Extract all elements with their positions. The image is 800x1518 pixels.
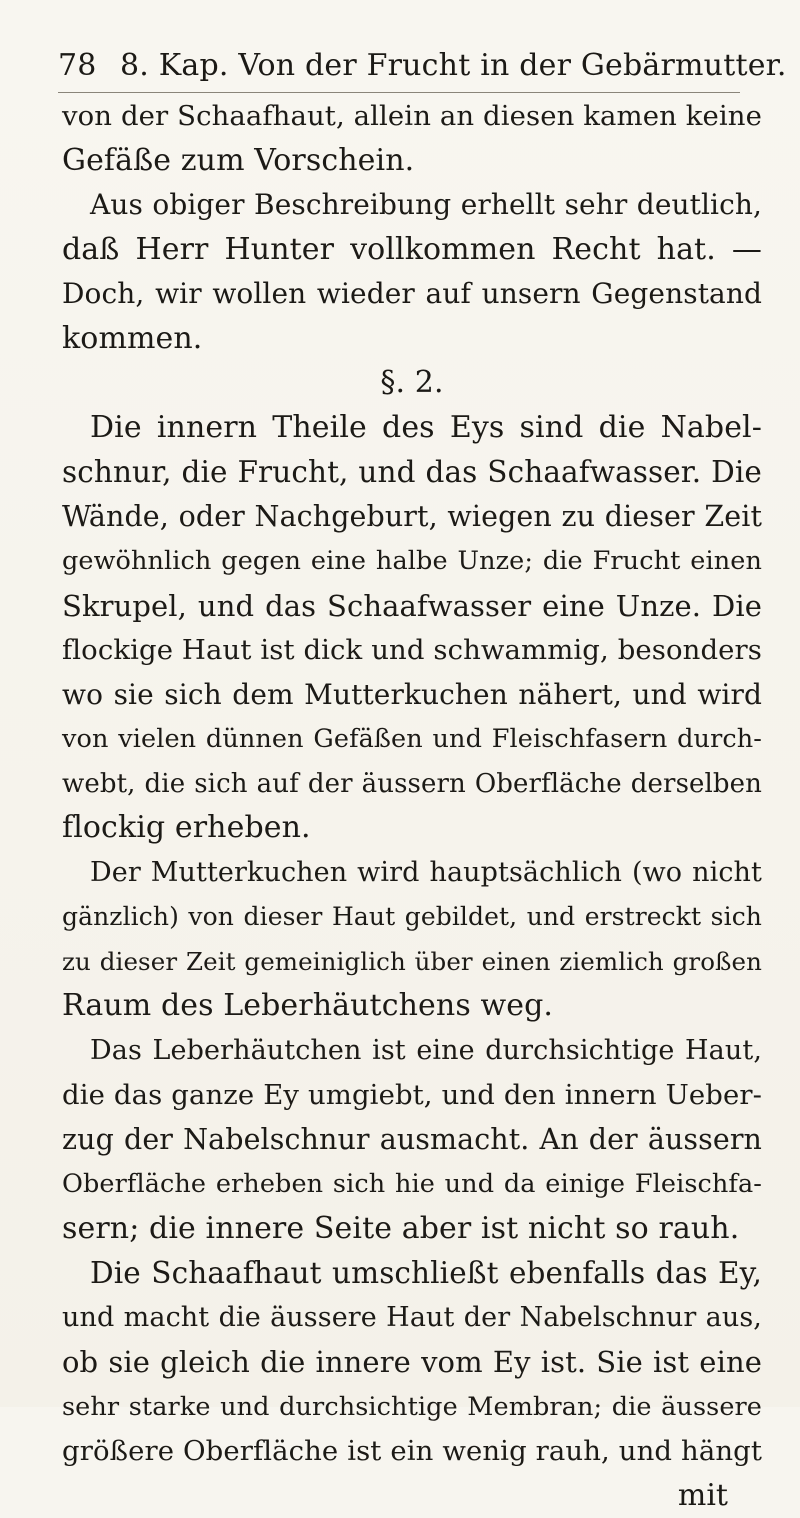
text-line: gewöhnlich gegen eine halbe Unze; die Frucht einen bbox=[62, 539, 762, 584]
text-line: sern; die innere Seite aber ist nicht so rauh. bbox=[62, 1207, 762, 1252]
page-number: 78 bbox=[58, 46, 120, 86]
text-line: Wände, oder Nachgeburt, wiegen zu dieser Zeit bbox=[62, 495, 762, 540]
catchword: mit bbox=[62, 1474, 762, 1518]
text-line: und macht die äussere Haut der Nabelschnur aus, bbox=[62, 1296, 762, 1341]
text-line: Die innern Theile des Eys sind die Nabel- bbox=[62, 406, 762, 451]
text-line: größere Oberfläche ist ein wenig rauh, und hängt bbox=[62, 1429, 762, 1474]
text-line: Raum des Leberhäutchens weg. bbox=[62, 984, 762, 1029]
text-line: die das ganze Ey umgiebt, und den innern Ueber- bbox=[62, 1073, 762, 1118]
text-line: von vielen dünnen Gefäßen und Fleischfasern durch- bbox=[62, 717, 762, 762]
text-line: webt, die sich auf der äussern Oberfläche derselben bbox=[62, 762, 762, 807]
text-line: flockig erheben. bbox=[62, 806, 762, 851]
text-line: zu dieser Zeit gemeiniglich über einen ziemlich großen bbox=[62, 940, 762, 985]
text-line: gänzlich) von dieser Haut gebildet, und erstreckt sich bbox=[62, 895, 762, 940]
text-line: Aus obiger Beschreibung erhellt sehr deutlich, bbox=[62, 183, 762, 228]
text-line: Die Schaafhaut umschließt ebenfalls das Ey, bbox=[62, 1251, 762, 1296]
text-body bbox=[62, 94, 762, 1518]
text-line: ob sie gleich die innere vom Ey ist. Sie ist eine bbox=[62, 1340, 762, 1385]
section-heading: §. 2. bbox=[62, 361, 762, 406]
text-line: Skrupel, und das Schaafwasser eine Unze. Die bbox=[62, 584, 762, 629]
text-line: Der Mutterkuchen wird hauptsächlich (wo nicht bbox=[62, 851, 762, 896]
running-title: 8. Kap. Von der Frucht in der Gebärmutter. bbox=[120, 48, 787, 83]
text-line: zug der Nabelschnur ausmacht. An der äussern bbox=[62, 1118, 762, 1163]
running-header bbox=[58, 46, 760, 86]
text-line: flockige Haut ist dick und schwammig, besonders bbox=[62, 628, 762, 673]
text-line: Oberfläche erheben sich hie und da einige Fleischfa- bbox=[62, 1162, 762, 1207]
text-line: Doch, wir wollen wieder auf unsern Gegenstand bbox=[62, 272, 762, 317]
text-line: von der Schaafhaut, allein an diesen kamen keine bbox=[62, 94, 762, 139]
text-line: sehr starke und durchsichtige Membran; die äussere bbox=[62, 1385, 762, 1430]
text-line: kommen. bbox=[62, 317, 762, 362]
text-line: Das Leberhäutchen ist eine durchsichtige Haut, bbox=[62, 1029, 762, 1074]
text-line: daß Herr Hunter vollkommen Recht hat. — bbox=[62, 228, 762, 273]
text-line: wo sie sich dem Mutterkuchen nähert, und wird bbox=[62, 673, 762, 718]
text-line: Gefäße zum Vorschein. bbox=[62, 139, 762, 184]
header-rule bbox=[58, 92, 740, 93]
text-line: schnur, die Frucht, und das Schaafwasser. Die bbox=[62, 450, 762, 495]
